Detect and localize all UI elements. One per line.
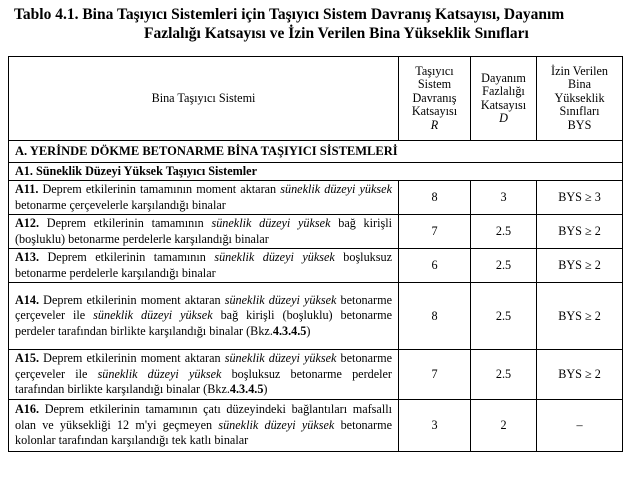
system-description <box>9 283 399 350</box>
system-code: A13. <box>15 250 40 264</box>
description-text: boşluksuz betonarme perdelerle karşılandığı binalar <box>15 250 393 280</box>
table-row <box>9 215 623 249</box>
system-description <box>9 181 399 215</box>
r-value: 8 <box>399 283 471 350</box>
caption-line-2: Fazlalığı Katsayısı ve İzin Verilen Bina Yükseklik Sınıfları <box>144 25 529 42</box>
description-text: betonarme çerçeveler ile <box>15 292 392 323</box>
table-row <box>9 249 623 283</box>
header-d-line: Fazlalığı <box>482 84 525 98</box>
header-r-line: Katsayısı <box>411 104 458 119</box>
description-text: betonarme kolonlar tarafından karşılandığı tek katlı binalar <box>15 417 392 448</box>
header-r <box>399 57 471 141</box>
ductility-term: süneklik düzeyi yüksek <box>211 216 331 230</box>
system-code: A14. <box>15 292 40 307</box>
ductility-term: süneklik düzeyi yüksek <box>224 351 337 366</box>
header-bys <box>537 57 623 141</box>
header-r-symbol: R <box>430 117 439 132</box>
header-r-line: Sistem <box>417 77 452 92</box>
table-row <box>9 350 623 400</box>
bys-value: – <box>537 400 623 452</box>
table-row <box>9 181 623 215</box>
description-text: ) <box>306 323 311 338</box>
ductility-term: süneklik düzeyi yüksek <box>97 366 222 381</box>
header-bys-line: Sınıfları <box>559 104 600 119</box>
bys-value: BYS ≥ 3 <box>537 181 623 215</box>
description-text: Deprem etkilerinin tamamının <box>39 250 215 264</box>
system-description <box>9 249 399 283</box>
description-text: betonarme çerçevelerle karşılandığı binalar <box>15 197 226 212</box>
r-value: 7 <box>399 215 471 249</box>
d-value: 3 <box>471 181 537 215</box>
description-text: Deprem etkilerinin moment aktaran <box>39 351 225 366</box>
ductility-term: süneklik düzeyi yüksek <box>224 292 337 307</box>
description-text: bağ kirişli (boşluklu) betonarme perdeler tarafından birlikte karşılandığı binalar (Bkz. <box>15 308 392 338</box>
description-text: Deprem etkilerinin moment aktaran <box>39 292 225 307</box>
subsection-title: A1. Süneklik Düzeyi Yüksek Taşıyıcı Sistemler <box>9 163 623 181</box>
r-value: 3 <box>399 400 471 452</box>
header-system: Bina Taşıyıcı Sistemi <box>9 57 399 141</box>
subsection-row <box>9 163 623 181</box>
description-text: bağ kirişli (boşluklu) betonarme perdelerle karşılandığı binalar <box>15 216 392 246</box>
header-d-line: Dayanım <box>481 70 526 85</box>
r-value: 6 <box>399 249 471 283</box>
header-d <box>471 57 537 141</box>
system-code: A15. <box>15 351 40 366</box>
d-value: 2.5 <box>471 249 537 283</box>
header-d-line: Katsayısı <box>480 97 527 112</box>
table-row <box>9 400 623 452</box>
ductility-term: süneklik düzeyi yüksek <box>280 182 392 196</box>
section-reference: 4.3.4.5 <box>272 323 307 338</box>
table-caption <box>14 5 624 43</box>
description-text: Deprem etkilerinin tamamının <box>39 216 212 230</box>
header-bys-line: Yükseklik <box>554 90 605 105</box>
section-reference: 4.3.4.5 <box>229 382 264 397</box>
ductility-term: süneklik düzeyi yüksek <box>218 417 335 432</box>
system-description <box>9 350 399 400</box>
system-code: A12. <box>15 216 40 230</box>
d-value: 2.5 <box>471 350 537 400</box>
d-value: 2.5 <box>471 215 537 249</box>
description-text: ) <box>263 382 268 397</box>
header-bys-line: Bina <box>567 77 592 92</box>
section-row <box>9 141 623 163</box>
description-text: Deprem etkilerinin tamamının çatı düzeyindeki bağlantıları mafsallı olan ve yüksekliği 12 m'yi geçmeyen <box>15 402 392 432</box>
system-description <box>9 400 399 452</box>
section-title: A. YERİNDE DÖKME BETONARME BİNA TAŞIYICI SİSTEMLERİ <box>9 141 623 163</box>
header-r-line: Davranış <box>412 90 457 105</box>
d-value: 2.5 <box>471 283 537 350</box>
system-description <box>9 215 399 249</box>
ductility-term: süneklik düzeyi yüksek <box>93 308 213 323</box>
bys-value: BYS ≥ 2 <box>537 283 623 350</box>
bys-value: BYS ≥ 2 <box>537 215 623 249</box>
table-row <box>9 283 623 350</box>
bys-value: BYS ≥ 2 <box>537 249 623 283</box>
header-row <box>9 57 623 141</box>
header-d-symbol: D <box>499 111 508 125</box>
coefficient-table <box>8 56 623 452</box>
bys-value: BYS ≥ 2 <box>537 350 623 400</box>
header-bys-line: İzin Verilen <box>551 63 608 78</box>
system-code: A16. <box>15 402 40 417</box>
d-value: 2 <box>471 400 537 452</box>
header-r-line: Taşıyıcı <box>415 63 454 78</box>
header-bys-symbol: BYS <box>567 117 592 132</box>
r-value: 8 <box>399 181 471 215</box>
ductility-term: süneklik düzeyi yüksek <box>214 250 335 264</box>
description-text: Deprem etkilerinin tamamının moment aktaran <box>38 182 281 196</box>
description-text: boşluksuz betonarme perdeler tarafından birlikte karşılandığı binalar (Bkz. <box>15 366 392 397</box>
system-code: A11. <box>15 182 39 196</box>
caption-line-1: Tablo 4.1. Bina Taşıyıcı Sistemleri için Taşıyıcı Sistem Davranış Katsayısı, Dayanım <box>14 6 565 23</box>
description-text: betonarme çerçeveler ile <box>15 351 392 381</box>
r-value: 7 <box>399 350 471 400</box>
